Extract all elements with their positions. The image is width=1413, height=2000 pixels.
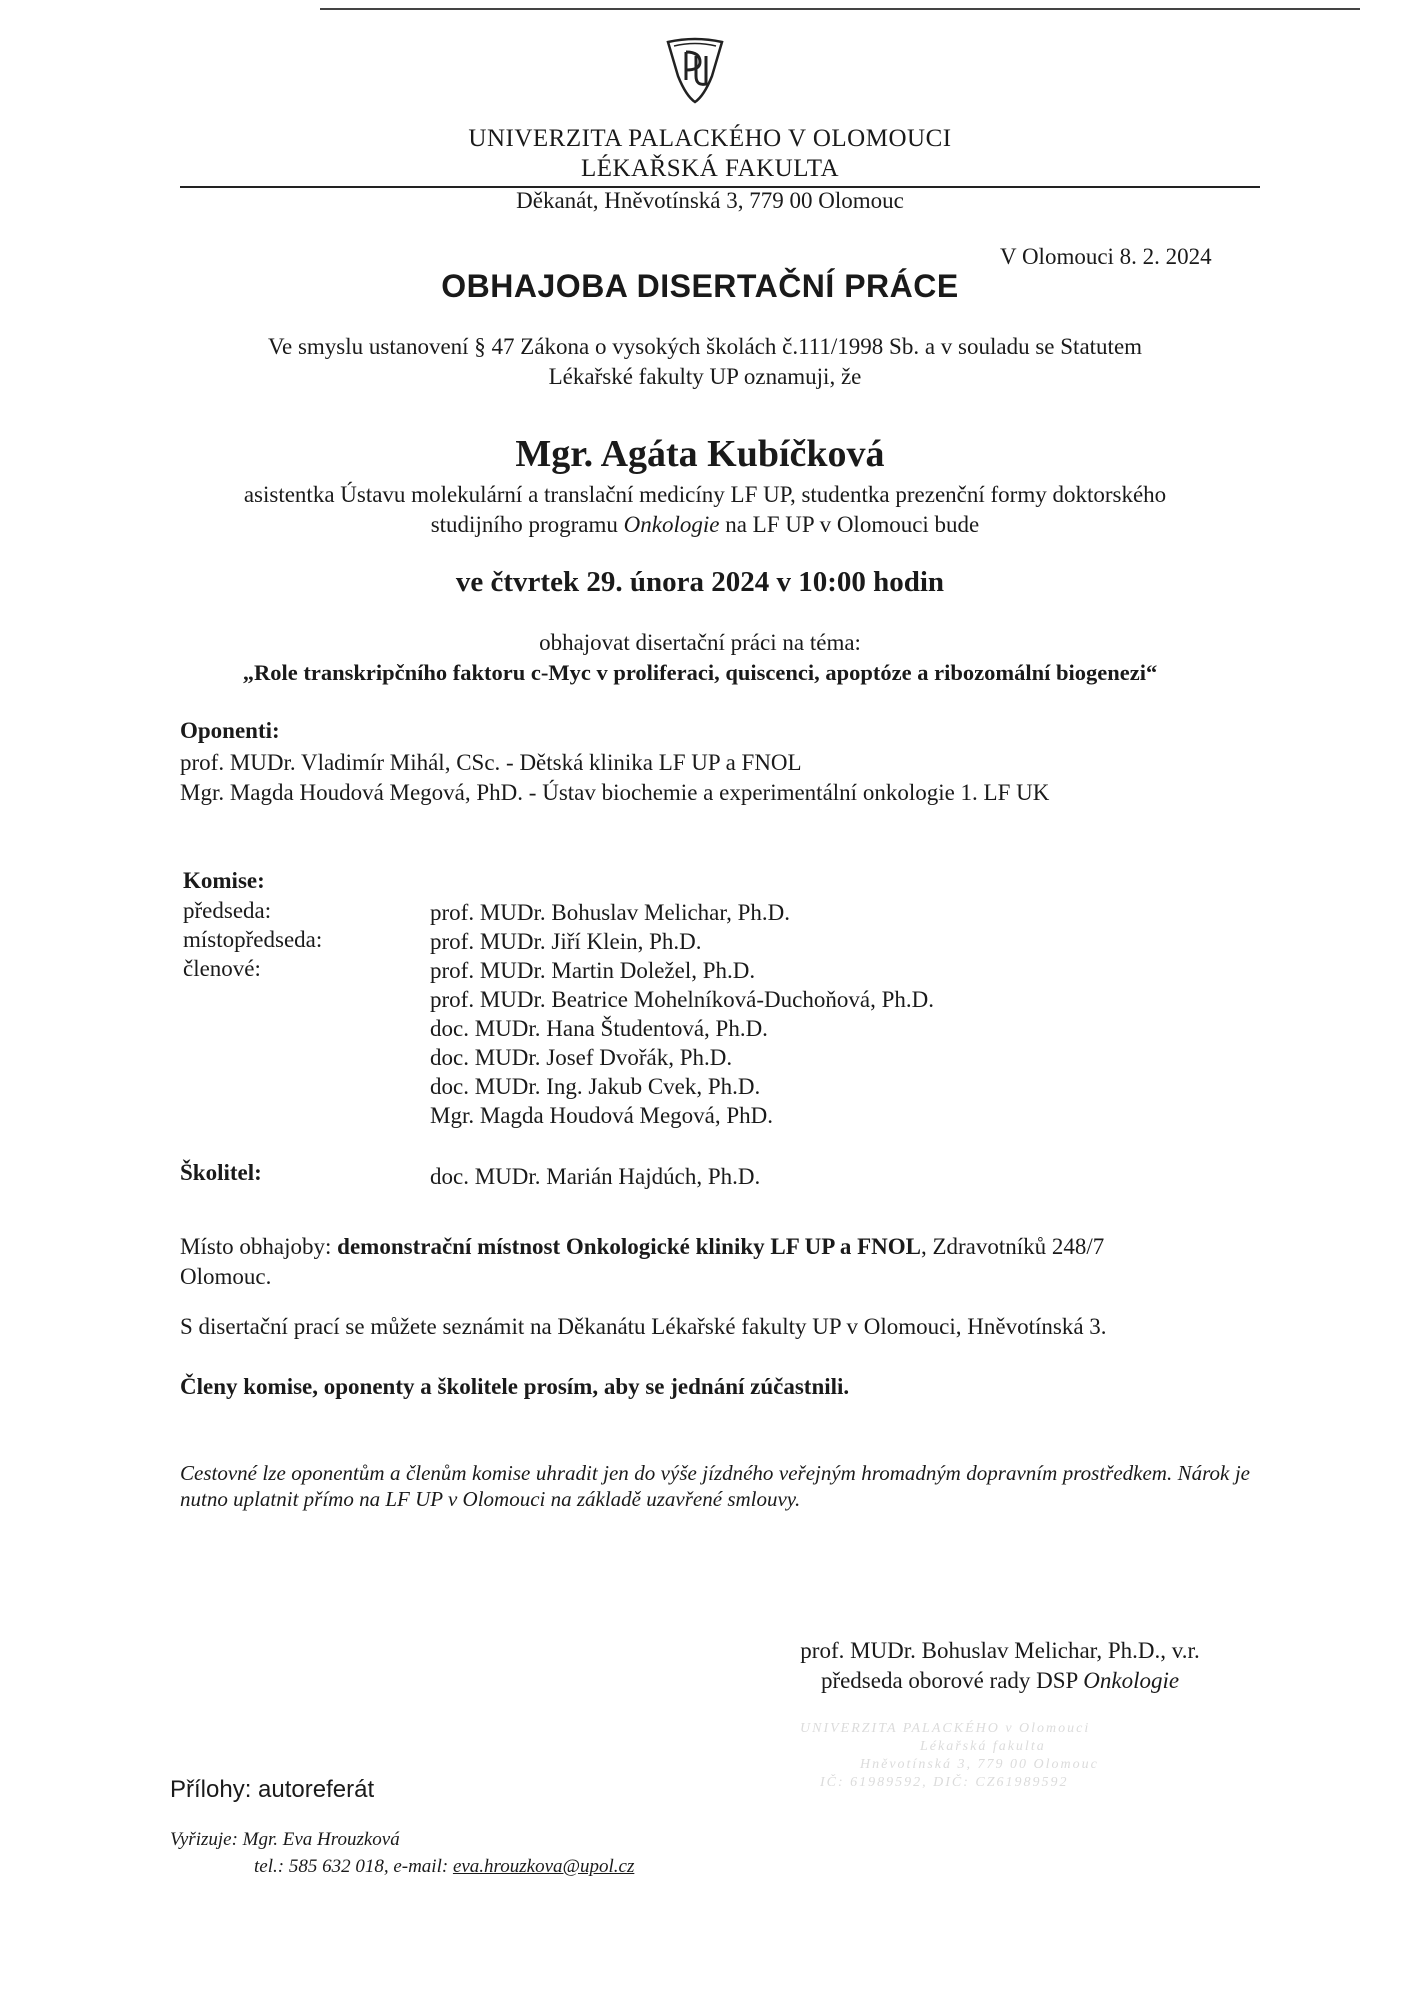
place-label: Místo obhajoby: bbox=[180, 1234, 338, 1259]
thesis-topic: „Role transkripčního faktoru c-Myc v proliferaci, quiscenci, apoptóze a ribozomální biogenezi“ bbox=[242, 660, 1158, 685]
issue-date: V Olomouci 8. 2. 2024 bbox=[1000, 244, 1212, 269]
attendance-request: Členy komise, oponenty a školitele prosím, aby se jednání zúčastnili. bbox=[180, 1374, 850, 1399]
stamp-line: UNIVERZITA PALACKÉHO v Olomouci bbox=[800, 1721, 1091, 1736]
candidate-desc-line-2 bbox=[150, 510, 1260, 540]
supervisor-name: doc. MUDr. Marián Hajdúch, Ph.D. bbox=[430, 1164, 761, 1189]
candidate-name: Mgr. Agáta Kubíčková bbox=[515, 433, 885, 475]
dean-office-address: Děkanát, Hněvotínská 3, 779 00 Olomouc bbox=[516, 188, 904, 213]
stamp-line: Lékařská fakulta bbox=[920, 1739, 1046, 1754]
opponent-2: Mgr. Magda Houdová Megová, PhD. - Ústav biochemie a experimentální onkologie 1. LF UK bbox=[180, 780, 1050, 805]
committee-heading: Komise: bbox=[183, 868, 265, 893]
intro-line-1: Ve smyslu ustanovení § 47 Zákona o vysokých školách č.111/1998 Sb. a v souladu se Statutem bbox=[267, 334, 1143, 359]
role-text: předseda oborové rady DSP bbox=[820, 1668, 1084, 1693]
document-title: OBHAJOBA DISERTAČNÍ PRÁCE bbox=[441, 268, 959, 304]
handler-contact bbox=[170, 1826, 634, 1880]
university-logo bbox=[662, 36, 728, 104]
committee-member: prof. MUDr. Martin Doležel, Ph.D. bbox=[430, 958, 756, 983]
role-members: členové: bbox=[183, 956, 261, 981]
committee-member: prof. MUDr. Bohuslav Melichar, Ph.D. bbox=[430, 900, 791, 925]
desc-part-b: na LF UP v Olomouci bude bbox=[719, 512, 980, 537]
committee-member: Mgr. Magda Houdová Megová, PhD. bbox=[430, 1103, 774, 1128]
place-address: , Zdravotníků 248/7 bbox=[920, 1234, 1105, 1259]
university-name: UNIVERZITA PALACKÉHO V OLOMOUCI bbox=[468, 125, 952, 152]
role-chair: předseda: bbox=[183, 898, 272, 923]
official-stamp bbox=[800, 1720, 1200, 1870]
signature-block bbox=[740, 1636, 1260, 1696]
place-venue: demonstrační místnost Onkologické kliniky LF UP a FNOL bbox=[337, 1234, 921, 1259]
committee-member: doc. MUDr. Ing. Jakub Cvek, Ph.D. bbox=[430, 1074, 761, 1099]
signatory-name: prof. MUDr. Bohuslav Melichar, Ph.D., v.r. bbox=[800, 1638, 1200, 1663]
candidate-description bbox=[150, 480, 1260, 540]
program-name: Onkologie bbox=[623, 512, 720, 537]
opponents-heading: Oponenti: bbox=[180, 718, 280, 743]
attachments-note: Přílohy: autoreferát bbox=[170, 1776, 375, 1803]
desc-part-a: studijního programu bbox=[430, 512, 624, 537]
role-program: Onkologie bbox=[1083, 1668, 1180, 1693]
handler-phone: tel.: 585 632 018, e-mail: bbox=[254, 1856, 453, 1877]
handler-email-link[interactable]: eva.hrouzkova@upol.cz bbox=[452, 1856, 635, 1877]
travel-expense-note: Cestovné lze oponentům a členům komise uhradit jen do výše jízdného veřejným hromadným dopravním prostředkem. Nárok je nutno uplatnit přímo na LF UP v Olomouci na základě uzavřené smlouvy. bbox=[180, 1461, 1250, 1511]
committee-member: doc. MUDr. Hana Študentová, Ph.D. bbox=[430, 1016, 768, 1041]
stamp-line: IČ: 61989592, DIČ: CZ61989592 bbox=[820, 1775, 1069, 1790]
intro-line-2: Lékařské fakulty UP oznamuji, že bbox=[548, 364, 862, 389]
committee-member: doc. MUDr. Josef Dvořák, Ph.D. bbox=[430, 1045, 733, 1070]
place-city: Olomouc. bbox=[180, 1264, 272, 1289]
defense-datetime: ve čtvrtek 29. února 2024 v 10:00 hodin bbox=[455, 566, 945, 598]
faculty-name: LÉKAŘSKÁ FAKULTA bbox=[580, 155, 840, 182]
topic-intro: obhajovat disertační práci na téma: bbox=[539, 630, 861, 655]
role-vice-chair: místopředseda: bbox=[183, 927, 323, 952]
top-edge-line bbox=[320, 8, 1360, 10]
consult-note: S disertační prací se můžete seznámit na Děkanátu Lékařské fakulty UP v Olomouci, Hněvotínská 3. bbox=[180, 1314, 1107, 1339]
place-line-1 bbox=[180, 1232, 1240, 1262]
handler-name: Vyřizuje: Mgr. Eva Hrouzková bbox=[170, 1829, 400, 1850]
supervisor-label: Školitel: bbox=[180, 1160, 262, 1185]
candidate-desc-line-1: asistentka Ústavu molekulární a translační medicíny LF UP, studentka prezenční formy doktorského bbox=[243, 482, 1167, 507]
committee-member: prof. MUDr. Jiří Klein, Ph.D. bbox=[430, 929, 702, 954]
defense-place bbox=[180, 1232, 1240, 1292]
signatory-role bbox=[740, 1666, 1260, 1696]
intro-paragraph bbox=[150, 332, 1260, 392]
handler-contact-line bbox=[170, 1853, 634, 1880]
stamp-line: Hněvotínská 3, 779 00 Olomouc bbox=[860, 1757, 1099, 1772]
committee-member: prof. MUDr. Beatrice Mohelníková-Duchoňová, Ph.D. bbox=[430, 987, 934, 1012]
opponent-1: prof. MUDr. Vladimír Mihál, CSc. - Dětská klinika LF UP a FNOL bbox=[180, 750, 802, 775]
university-header bbox=[360, 124, 1060, 184]
